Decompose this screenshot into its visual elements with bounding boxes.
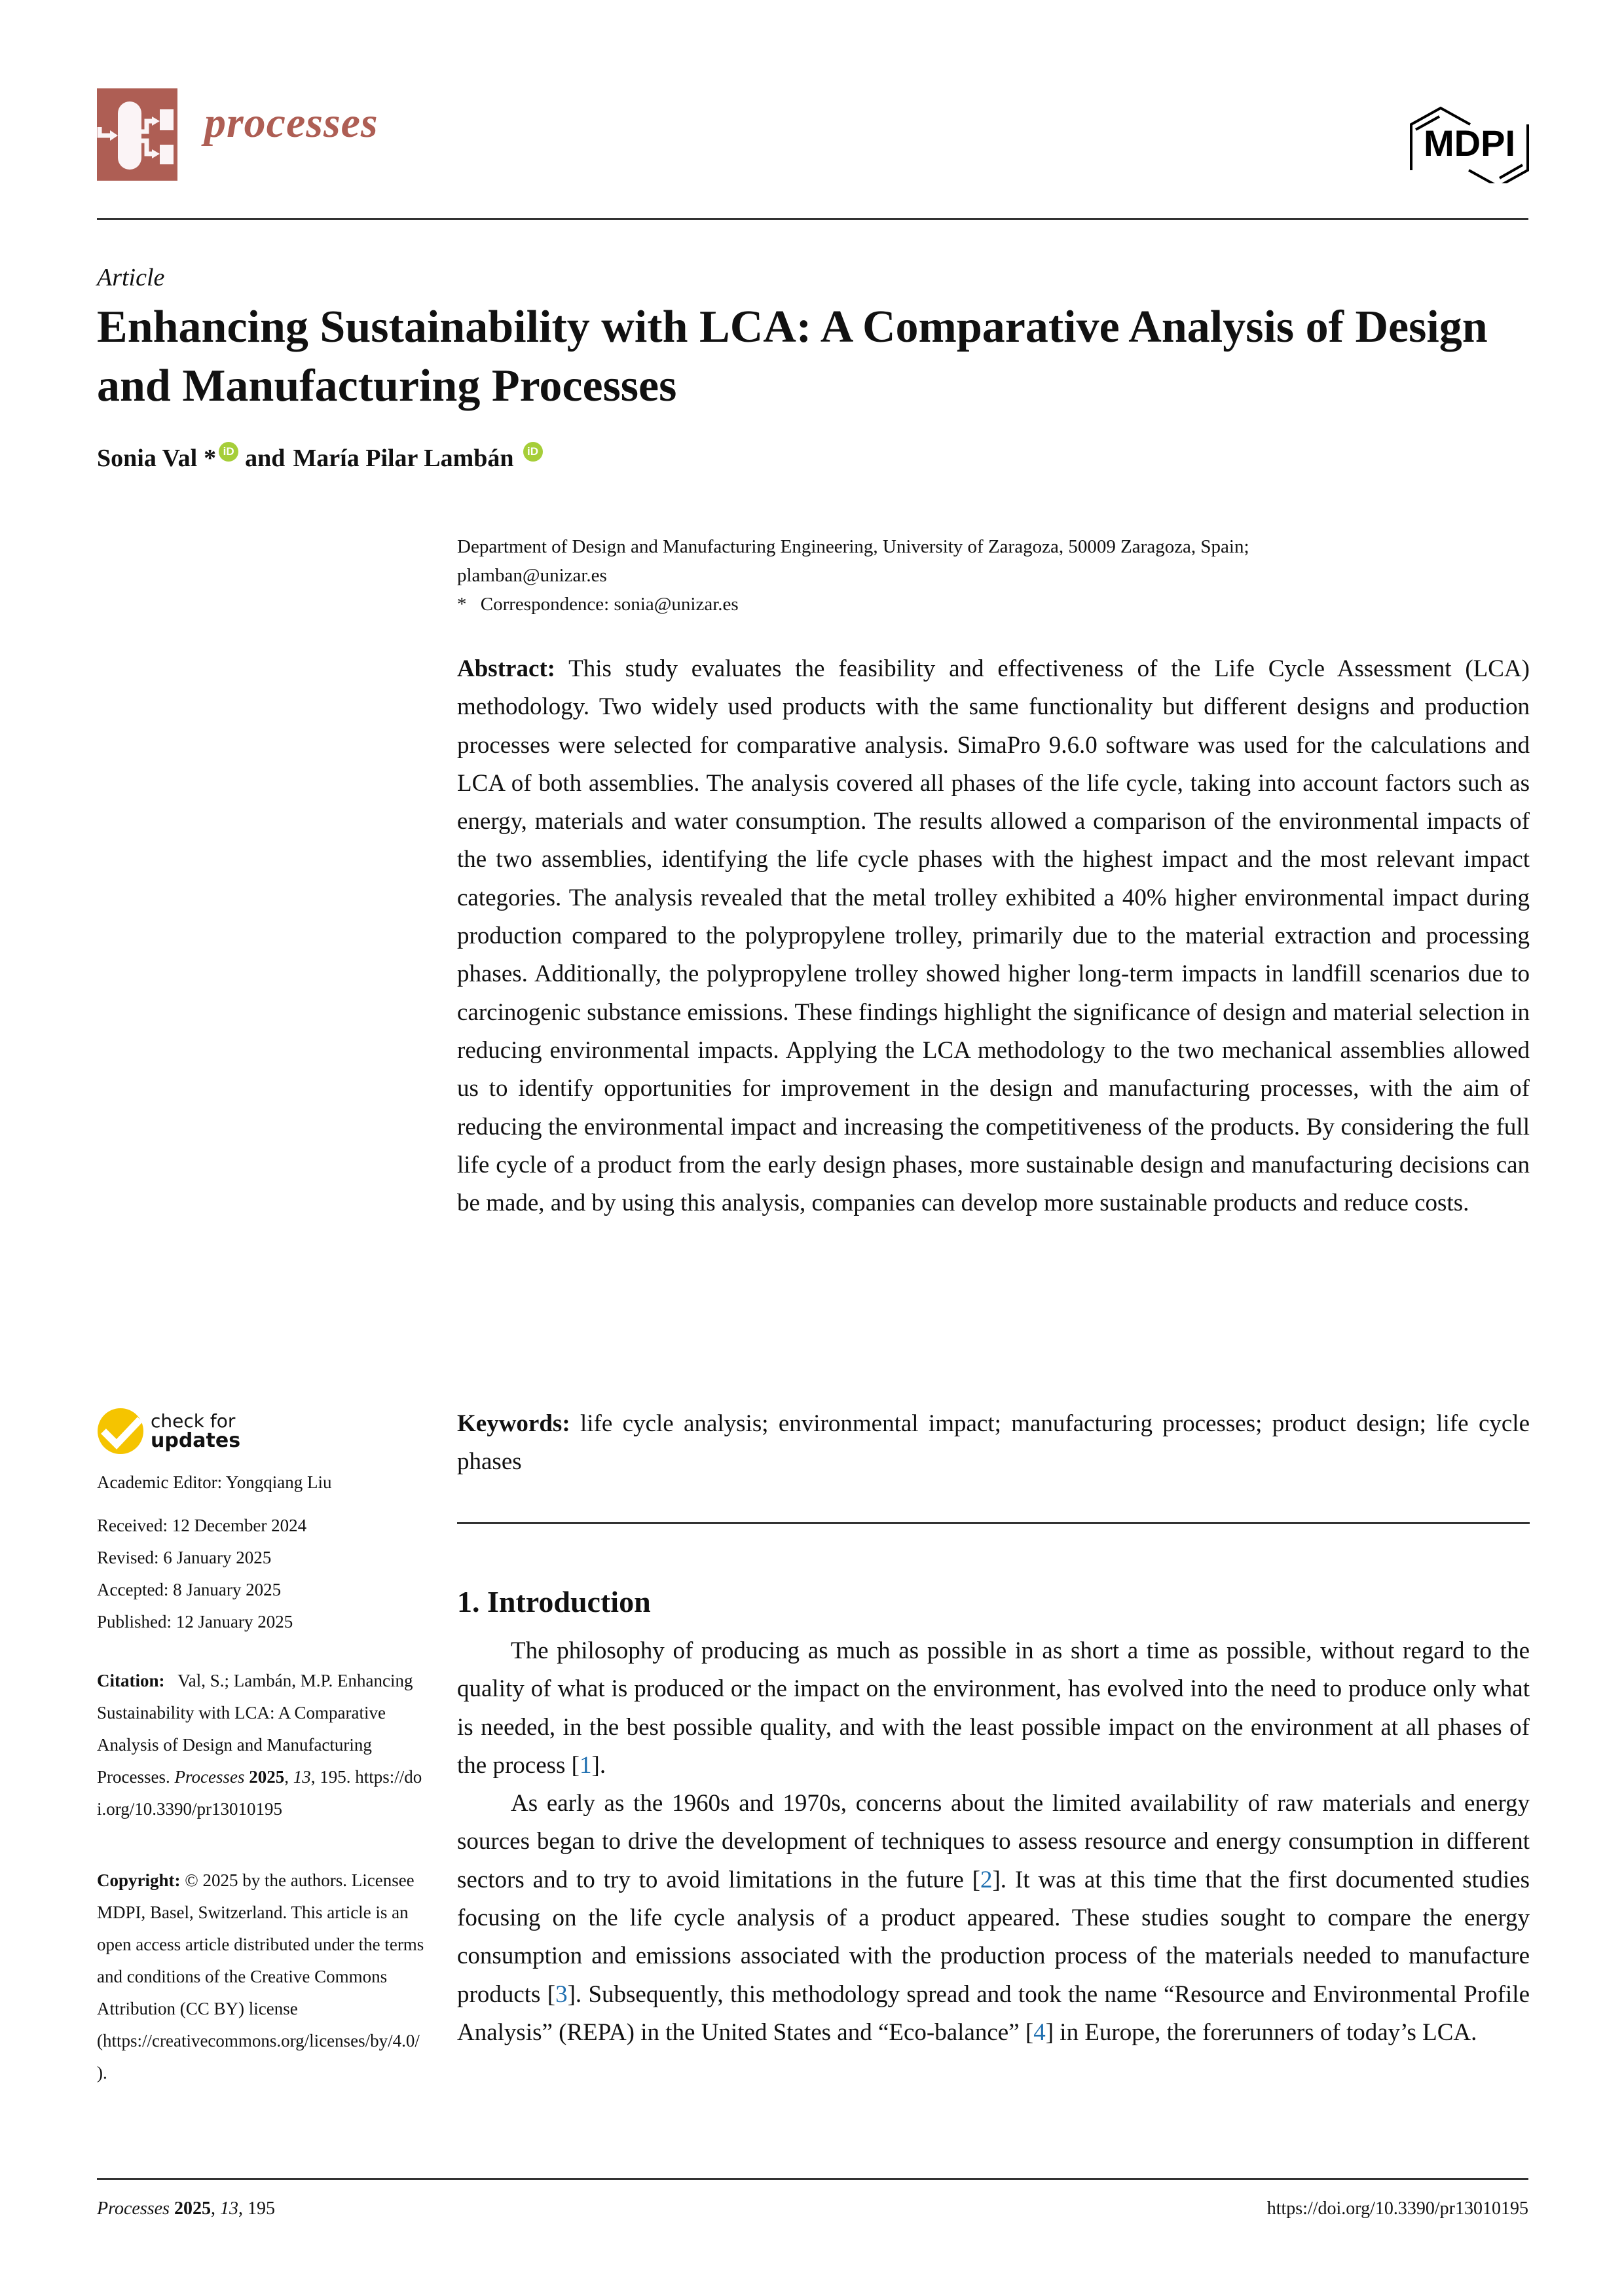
affiliation-line: Department of Design and Manufacturing Engineering, University of Zaragoza, 50009 Zaragoza, Spain; <box>457 536 1249 557</box>
correspondence <box>457 590 1531 619</box>
checkmark-icon <box>97 1408 144 1455</box>
correspondence-text[interactable]: Correspondence: sonia@unizar.es <box>480 594 739 615</box>
affiliation-email[interactable]: plamban@unizar.es <box>457 565 607 586</box>
process-flow-icon <box>97 88 177 181</box>
section-heading: 1. Introduction <box>457 1585 651 1618</box>
author-list <box>97 444 549 473</box>
abstract-label: Abstract: <box>457 655 556 682</box>
mdpi-logo-text: MDPI <box>1424 122 1515 164</box>
copyright <box>97 1865 424 2089</box>
author-name[interactable]: Sonia Val <box>97 445 198 472</box>
reference-link[interactable]: 1 <box>580 1751 592 1779</box>
check-for-updates-button[interactable] <box>97 1408 240 1455</box>
updates-label: updates <box>151 1429 241 1452</box>
citation-volume: 13 <box>293 1767 311 1787</box>
received-date: Received: 12 December 2024 <box>97 1516 307 1535</box>
orcid-icon[interactable]: iD <box>219 442 238 462</box>
revised-date: Revised: 6 January 2025 <box>97 1548 272 1567</box>
correspondence-mark: * <box>457 594 467 615</box>
citation-text: Val, S.; Lambán, M.P. Enhancing Sustainability with LCA: A Comparative Analysis of Design and Manufacturing Processes. <box>97 1671 413 1787</box>
publication-dates <box>97 1510 306 1638</box>
paragraph: The philosophy of producing as much as possible in as short a time as possible, without regard to the quality of what is produced or the impact on the environment, has evolved into the need to produce only what is needed, in the best possible quality, and with the least possible impact on the environment at all phases of the process [1]. <box>457 1637 1530 1779</box>
citation-journal: Processes <box>174 1767 245 1787</box>
academic-editor: Academic Editor: Yongqiang Liu <box>97 1472 332 1492</box>
published-date: Published: 12 January 2025 <box>97 1612 293 1631</box>
author-connector: and <box>245 445 286 472</box>
footer-article-number: , 195 <box>238 2198 275 2219</box>
header-divider <box>97 218 1528 220</box>
citation: Citation: Val, S.; Lambán, M.P. Enhancing Sustainability with LCA: A Comparative Analysis of Design and Manufacturing Processes. Processes 2025, 13, 195. https://doi.org/10.3390/pr13010195 <box>97 1671 422 1819</box>
article-type: Article <box>97 264 165 291</box>
footer-doi-link[interactable]: https://doi.org/10.3390/pr13010195 <box>1266 2198 1528 2219</box>
reference-link[interactable]: 3 <box>555 1980 568 2008</box>
reference-link[interactable]: 2 <box>980 1866 993 1893</box>
introduction-text <box>457 1632 1530 2052</box>
footer-volume: 13 <box>219 2198 238 2219</box>
mdpi-logo <box>1408 105 1532 183</box>
abstract-text: This study evaluates the feasibility and effectiveness of the Life Cycle Assessment (LCA) methodology. Two widely used products with the same functionality but different designs and production processes were selected for comparative analysis. SimaPro 9.6.0 software was used for the calculations and LCA of both assemblies. The analysis covered all phases of the life cycle, taking into account factors such as energy, materials and water consumption. The results allowed a comparison of the environmental impacts of the two assemblies, identifying the life cycle phases with the highest impact and the most relevant impact categories. The analysis revealed that the metal trolley exhibited a 40% higher environmental impact during production compared to the polypropylene trolley, primarily due to the material extraction and processing phases. Additionally, the polypropylene trolley showed higher long-term impacts in landfill scenarios due to carcinogenic substance emissions. These findings highlight the significance of design and material selection in reducing environmental impacts. Applying the LCA methodology to the two mechanical assemblies allowed us to identify opportunities for improvement in the design and manufacturing processes, with the aim of reducing the environmental impact and increasing the competitiveness of the products. By considering the full life cycle of a product from the early design phases, more sustainable design and manufacturing decisions can be made, and by using this analysis, companies can develop more sustainable products and reduce costs. <box>457 655 1530 1217</box>
article-title: Enhancing Sustainability with LCA: A Comparative Analysis of Design and Manufacturing Processes <box>97 302 1488 411</box>
footer-year: 2025 <box>174 2198 211 2219</box>
journal-name: processes <box>204 99 378 147</box>
keywords-text: life cycle analysis; environmental impact; manufacturing processes; product design; life cycle phases <box>457 1410 1530 1476</box>
abstract <box>457 650 1530 1222</box>
affiliation <box>457 532 1531 619</box>
paragraph: As early as the 1960s and 1970s, concerns about the limited availability of raw materials and energy sources began to drive the development of techniques to assess resource and energy consumption in different sectors and to try to avoid limitations in the future [2]. It was at this time that the first documented studies focusing on the life cycle analysis of a product appeared. These studies sought to compare the energy consumption and emissions associated with the production process of the materials needed to manufacture products [3]. Subsequently, this methodology spread and took the name “Resource and Environmental Profile Analysis” (REPA) in the United States and “Eco-balance” [4] in Europe, the forerunners of today’s LCA. <box>457 1790 1530 2046</box>
check-label: check for <box>151 1410 236 1432</box>
citation-doi[interactable]: , 195. https://doi.org/10.3390/pr13010195 <box>97 1767 422 1819</box>
copyright-text: © 2025 by the authors. Licensee MDPI, Basel, Switzerland. This article is an open access article distributed under the terms and conditions of the Creative Commons Attribution (CC BY) license (https://creativecommons.org/licenses/by/4.0/). <box>97 1870 424 2083</box>
footer-citation: Processes 2025, 13, 195 <box>97 2198 275 2219</box>
accepted-date: Accepted: 8 January 2025 <box>97 1580 282 1599</box>
author-name[interactable]: María Pilar Lambán <box>293 445 514 472</box>
reference-link[interactable]: 4 <box>1033 2018 1046 2046</box>
citation-year: 2025 <box>249 1767 285 1787</box>
footer-divider <box>97 2178 1528 2180</box>
corresponding-mark: * <box>204 445 217 472</box>
keywords <box>457 1405 1530 1482</box>
copyright-label: Copyright: <box>97 1870 181 1890</box>
citation-label: Citation: <box>97 1671 165 1690</box>
orcid-icon[interactable]: iD <box>523 442 543 462</box>
keywords-label: Keywords: <box>457 1410 570 1437</box>
section-divider <box>457 1522 1530 1524</box>
footer-journal: Processes <box>97 2198 170 2219</box>
journal-logo <box>97 88 177 181</box>
